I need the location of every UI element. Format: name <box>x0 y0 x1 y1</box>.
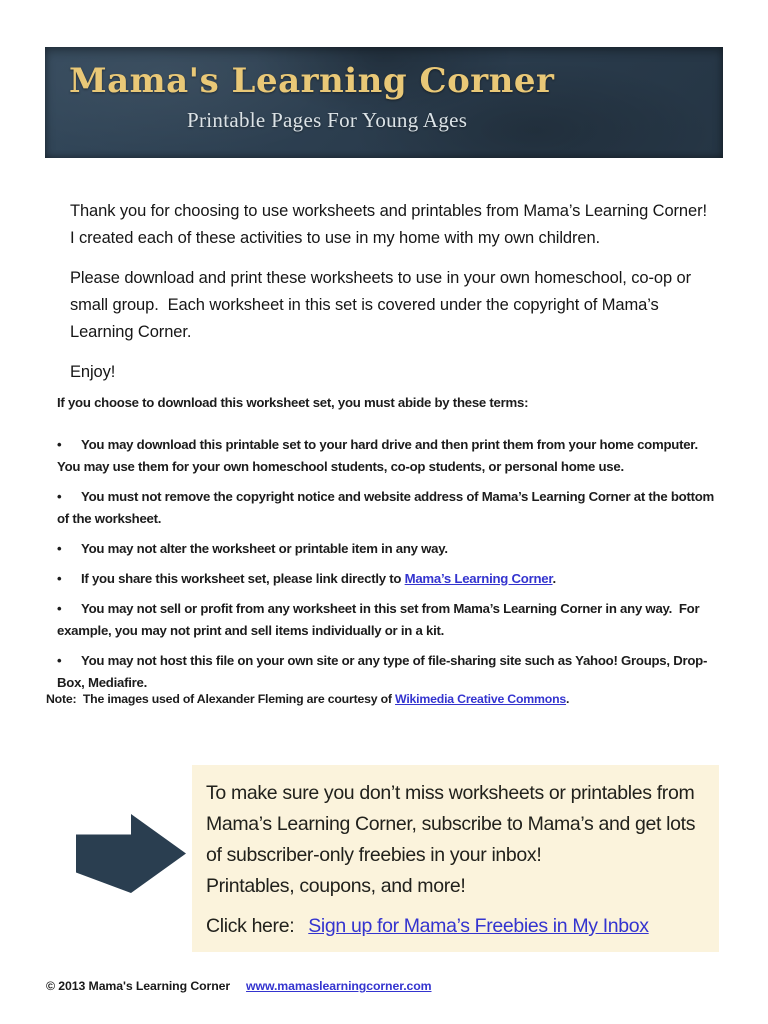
bullet-text: . <box>552 571 556 586</box>
website-link[interactable]: www.mamaslearningcorner.com <box>246 979 432 993</box>
right-arrow-icon <box>76 814 186 893</box>
intro-paragraph-thankyou: Thank you for choosing to use worksheets and printables from Mama’s Learning Corner! I created each of these activities to use in my home with my own children. <box>70 202 707 247</box>
copyright-text: © 2013 Mama's Learning Corner <box>46 979 231 993</box>
callout-click-row <box>206 911 705 942</box>
intro-paragraph-enjoy: Enjoy! <box>70 363 116 381</box>
bullet-text: You may not host this file on your own site or any type of file-sharing site such as Yahoo! Groups, Drop-Box, Mediafire. <box>57 653 708 690</box>
site-title: Mama's Learning Corner <box>69 61 555 101</box>
page-footer <box>46 979 726 993</box>
click-here-label: Click here: <box>206 915 295 937</box>
bullet-icon: • <box>57 489 62 504</box>
subscribe-callout-box <box>192 765 719 952</box>
callout-text-extras: Printables, coupons, and more! <box>206 875 466 897</box>
bullet-text: If you share this worksheet set, please link directly to <box>81 571 405 586</box>
freebies-signup-link[interactable]: Sign up for Mama’s Freebies in My Inbox <box>308 915 649 937</box>
terms-heading: If you choose to download this worksheet set, you must abide by these terms: <box>57 395 529 410</box>
intro-section <box>70 198 712 399</box>
terms-bullet-share-link <box>57 568 717 590</box>
bullet-text: You may not sell or profit from any worksheet in this set from Mama’s Learning Corner in any way. For example, you may not print and sell items individually or in a kit. <box>57 601 700 638</box>
site-banner <box>45 47 723 158</box>
terms-bullet-no-sell <box>57 598 717 642</box>
wikimedia-creative-commons-link[interactable]: Wikimedia Creative Commons <box>395 692 567 706</box>
terms-bullet-download <box>57 434 717 478</box>
terms-bullet-no-hosting <box>57 650 717 694</box>
bullet-text: You must not remove the copyright notice and website address of Mama’s Learning Corner at the bottom of the worksheet. <box>57 489 715 526</box>
note-text-end: . <box>566 692 570 706</box>
bullet-icon: • <box>57 437 62 452</box>
image-credit-note <box>46 692 726 706</box>
bullet-text: You may download this printable set to your hard drive and then print them from your home computer. You may use them for your own homeschool students, co-op students, or personal home use. <box>57 437 698 474</box>
terms-bullet-copyright-notice <box>57 486 717 530</box>
terms-section <box>57 392 717 702</box>
callout-text-main: To make sure you don’t miss worksheets or printables from Mama’s Learning Corner, subscribe to Mama’s and get lots of subscriber-only freebies in your inbox! <box>206 782 696 866</box>
mamas-learning-corner-link[interactable]: Mama’s Learning Corner <box>404 571 553 586</box>
site-tagline: Printable Pages For Young Ages <box>187 108 468 132</box>
bullet-icon: • <box>57 541 62 556</box>
bullet-icon: • <box>57 653 62 668</box>
bullet-text: You may not alter the worksheet or printable item in any way. <box>81 541 448 556</box>
intro-paragraph-download: Please download and print these worksheets to use in your own homeschool, co-op or small group. Each worksheet in this set is covered under the copyright of Mama’s Learning Corner. <box>70 269 692 341</box>
bullet-icon: • <box>57 571 62 586</box>
terms-bullet-no-alter <box>57 538 717 560</box>
note-text: Note: The images used of Alexander Fleming are courtesy of <box>46 692 396 706</box>
bullet-icon: • <box>57 601 62 616</box>
